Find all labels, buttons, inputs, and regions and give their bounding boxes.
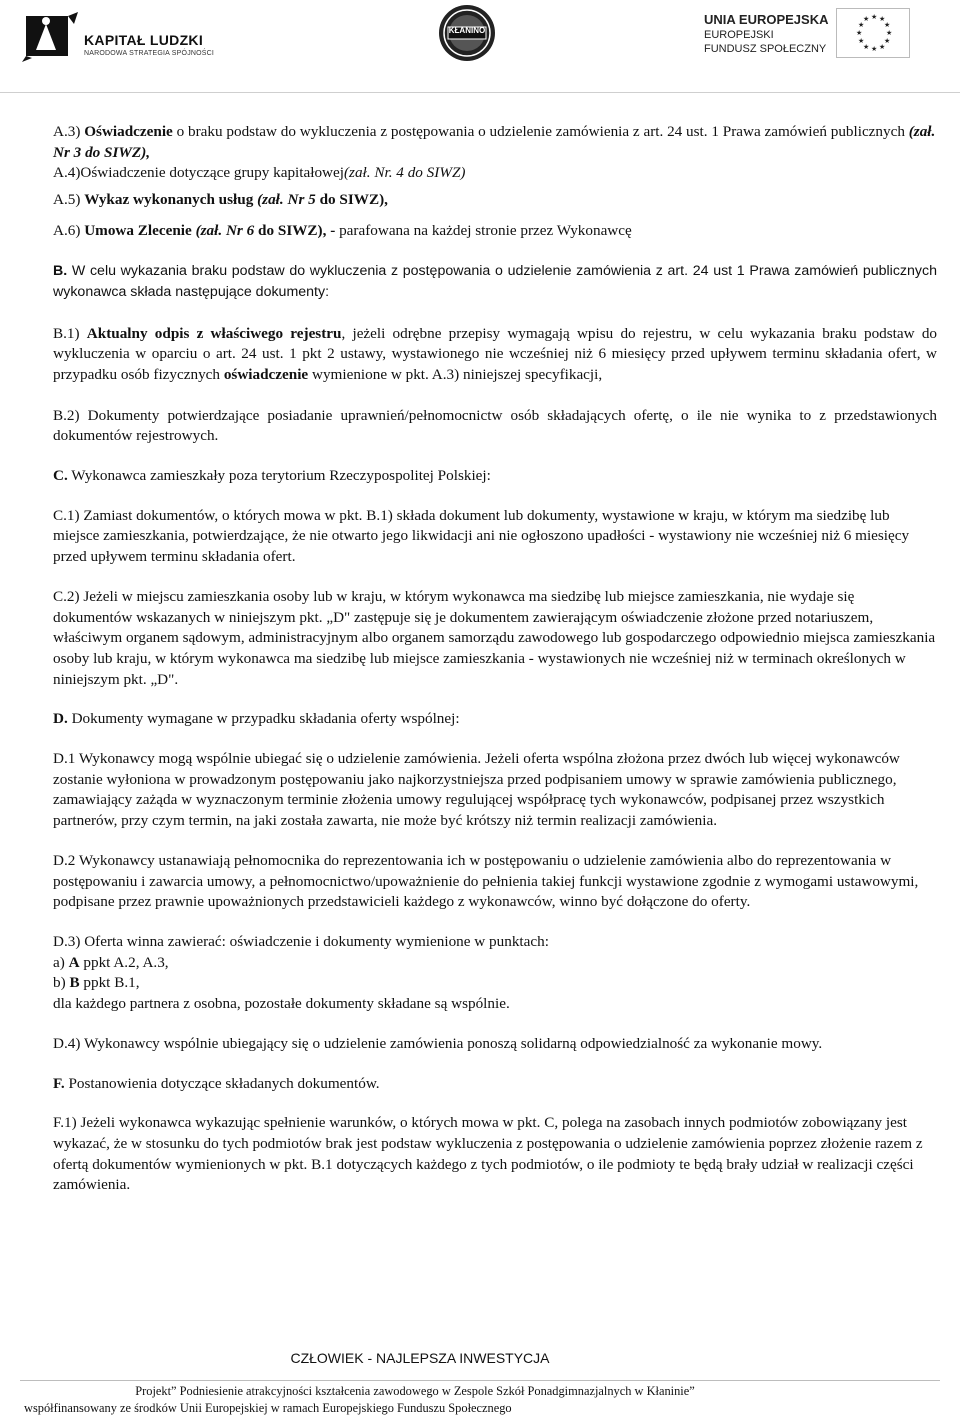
kapital-ludzki-logo [22, 10, 222, 62]
eu-subtitle-1: EUROPEJSKI [704, 29, 774, 41]
document-body [53, 122, 937, 1196]
item-a6: A.6) Umowa Zlecenie (zał. Nr 6 do SIWZ), - parafowana na każdej stronie przez Wykonawcę [53, 222, 632, 240]
item-d3: D.3) Oferta winna zawierać: oświadczenie i dokumenty wymienione w punktach: a) A ppkt A.2, A.3, b) B ppkt B.1, dla każdego partnera z osobna, pozostałe dokumenty składane są wspólnie. [53, 932, 549, 1013]
footer-funding: współfinansowany ze środków Unii Europejskiej w ramach Europejskiego Funduszu Społecznego [24, 1401, 512, 1415]
kapital-ludzki-title: KAPITAŁ LUDZKI [84, 32, 204, 48]
item-f1: F.1) Jeżeli wykonawca wykazując spełnienie warunków, o których mowa w pkt. C, polega na zasobach innych podmiotów zobowiązany jest wykazać, że w stosunku do tych podmiotów brak jest podstaw wykluczenia z postępowania o udzielenie zamówienia poprzez złożenie razem z ofertą dokumentów wymienionych w pkt. B.1 dotyczących każdego z tych podmiotów, o ile podmioty te będą brały udział w realizacji części zamówienia. [53, 1114, 923, 1194]
footer-motto: CZŁOWIEK - NAJLEPSZA INWESTYCJA [290, 1350, 550, 1366]
svg-text:★: ★ [871, 45, 878, 53]
item-d2: D.2 Wykonawcy ustanawiają pełnomocnika do reprezentowania ich w postępowaniu o udzielenie zamówienia albo do reprezentowania w postępowaniu i zawarcia umowy, a pełnomocnictwo/upoważnienie do pełnienia takiej funkcji wystawione zgodnie z wymogami ustawowymi, podpisane przez prawnie upoważnionych przedstawicieli każdego z wykonawców, winno być dołączone do oferty. [53, 851, 919, 911]
eu-logo [696, 8, 946, 58]
svg-text:★: ★ [871, 13, 878, 21]
svg-text:★: ★ [856, 29, 863, 37]
svg-text:★: ★ [858, 21, 865, 29]
section-d: D. Dokumenty wymagane w przypadku składania oferty wspólnej: [53, 710, 460, 728]
svg-text:★: ★ [879, 43, 886, 51]
footer-divider [20, 1380, 940, 1381]
footer-project: Projekt” Podniesienie atrakcyjności kształcenia zawodowego w Zespole Szkół Ponadgimnazjalnych w Kłaninie” [135, 1384, 695, 1398]
header-divider [0, 92, 960, 93]
item-c1: C.1) Zamiast dokumentów, o których mowa w pkt. B.1) składa dokument lub dokumenty, wystawione w kraju, w którym ma siedzibę lub miejsce zamieszkania, potwierdzające, że nie otwarto jego likwidacji ani nie ogłoszono upadłości - wystawiony nie wcześniej niż 6 miesięcy przed upływem terminu składania ofert. [53, 506, 910, 566]
eu-flag-icon [836, 8, 910, 58]
item-a3: A.3) Oświadczenie o braku podstaw do wykluczenia z postępowania o udzielenie zamówienia z art. 24 ust. 1 Prawa zamówień publicznych (zał. Nr 3 do SIWZ), [53, 123, 936, 161]
section-b: B. W celu wykazania braku podstaw do wykluczenia z postępowania o udzielenie zamówienia z art. 24 ust 1 Prawa zamówień publicznych wykonawca składa następujące dokumenty: [53, 263, 937, 300]
item-b2: B.2) Dokumenty potwierdzające posiadanie uprawnień/pełnomocnictw osób składających ofertę, o ile nie wynika to z przedstawionych dokumentów rejestrowych. [53, 406, 937, 445]
eu-subtitle-2: FUNDUSZ SPOŁECZNY [704, 43, 827, 55]
kapital-ludzki-subtitle: NARODOWA STRATEGIA SPÓJNOŚCI [84, 50, 215, 57]
seal-label: KŁANINO [448, 26, 486, 35]
item-d1: D.1 Wykonawcy mogą wspólnie ubiegać się o udzielenie zamówienia. Jeżeli oferta wspólna złożona przez dwóch lub więcej wykonawców zostanie wyłoniona w prowadzonym postępowaniu jako najkorzystniejsza przed podpisaniem umowy w sprawie zamówienia publicznego, zamawiający zażąda w wyznaczonym terminie złożenia umowy regulującej współpracę tych wykonawców, podpisanej przez wszystkich partnerów, przy czym termin, na jaki została zawarta, nie może być krótszy niż termin realizacji zamówienia. [53, 750, 900, 830]
school-seal [438, 4, 496, 62]
svg-text:★: ★ [886, 29, 893, 37]
item-b1: B.1) Aktualny odpis z właściwego rejestru, jeżeli odrębne przepisy wymagają wpisu do rejestru, w celu wykazania braku podstaw do wykluczenia w oparciu o art. 24 ust. 1 pkt 2 ustawy, wystawionego nie wcześniej niż 6 miesięcy przed upływem terminu składania ofert, w przypadku osób fizycznych oświadczenie wymienione w pkt. A.3) niniejszej specyfikacji, [53, 324, 938, 383]
svg-text:★: ★ [863, 43, 870, 51]
item-a4: A.4)Oświadczenie dotyczące grupy kapitałowej(zał. Nr. 4 do SIWZ) [53, 164, 466, 181]
svg-text:★: ★ [884, 37, 891, 45]
item-c2: C.2) Jeżeli w miejscu zamieszkania osoby lub w kraju, w którym wykonawca ma siedzibę lub miejsce zamieszkania, nie wydaje się dokumentów wskazanych w niniejszym pkt. „D" zastępuje się je dokumentem zawierającym oświadczenie złożone przed notariuszem, właściwym organem sądowym, administracyjnym albo organem samorządu zawodowego lub gospodarczego odpowiednio miejsca zamieszkania osoby lub kraju, w którym wykonawca ma siedzibę lub miejsce zamieszkania - wystawionych nie wcześniej niż w terminach określonych w niniejszym pkt. „D". [53, 587, 936, 688]
section-c: C. Wykonawca zamieszkały poza terytorium Rzeczypospolitej Polskiej: [53, 467, 491, 485]
section-f: F. Postanowienia dotyczące składanych dokumentów. [53, 1074, 380, 1092]
svg-text:★: ★ [879, 15, 886, 23]
page-header [0, 0, 960, 70]
item-a5: A.5) Wykaz wykonanych usług (zał. Nr 5 do SIWZ), [53, 190, 388, 208]
svg-text:★: ★ [884, 21, 891, 29]
svg-text:★: ★ [863, 15, 870, 23]
svg-text:★: ★ [858, 37, 865, 45]
kapital-ludzki-emblem-icon [22, 10, 80, 62]
item-d4: D.4) Wykonawcy wspólnie ubiegający się o udzielenie zamówienia ponoszą solidarną odpowiedzialność za wykonanie mowy. [53, 1034, 823, 1052]
eu-title: UNIA EUROPEJSKA [704, 12, 829, 27]
